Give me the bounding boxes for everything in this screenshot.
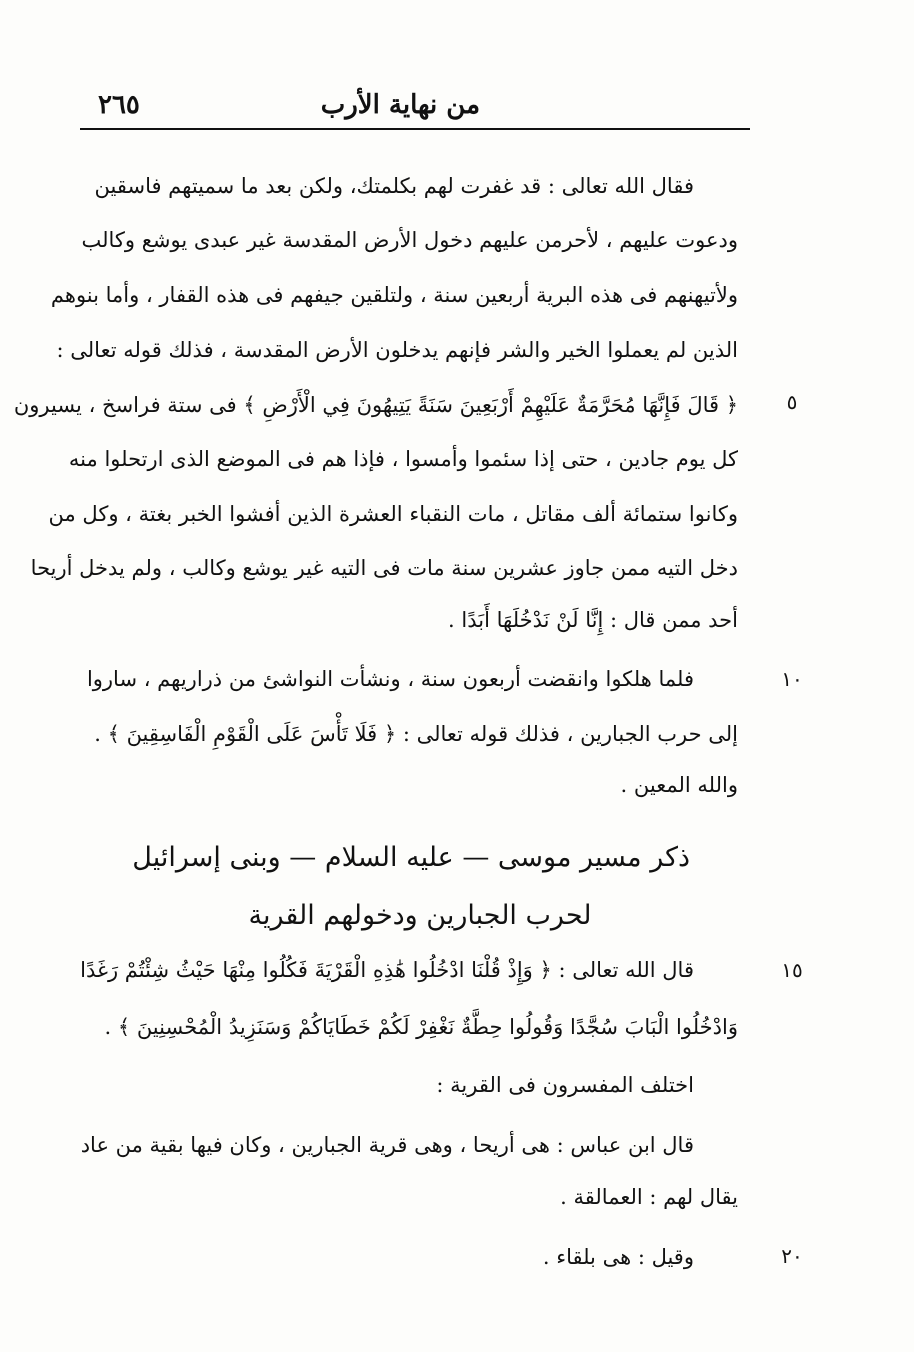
text-line: كل يوم جادين ، حتى إذا سئموا وأمسوا ، فإذا هم فى الموضع الذى ارتحلوا منه — [68, 447, 738, 471]
text-line: فقال الله تعالى : قد غفرت لهم بكلمتك، ولكن بعد ما سميتهم فاسقين — [94, 174, 694, 198]
page-header — [80, 80, 750, 128]
text-line: أحد ممن قال : إِنَّا لَنْ نَدْخُلَهَا أَبَدًا . — [448, 608, 738, 632]
text-line: يقال لهم : العمالقة . — [560, 1185, 738, 1209]
text-line: قال الله تعالى : ﴿ وَإِذْ قُلْنَا ادْخُلُوا هَٰذِهِ الْقَرْيَةَ فَكُلُوا مِنْهَا حَيْثُ شِئْتُمْ رَغَدًا — [80, 958, 694, 982]
text-line: الذين لم يعملوا الخير والشر فإنهم يدخلون الأرض المقدسة ، فذلك قوله تعالى : — [56, 338, 738, 362]
section-heading: لحرب الجبارين ودخولهم القرية — [248, 900, 592, 931]
text-line: اختلف المفسرون فى القرية : — [436, 1073, 694, 1097]
margin-line-number: ٥ — [786, 390, 798, 414]
text-line: إلى حرب الجبارين ، فذلك قوله تعالى : ﴿ فَلَا تَأْسَ عَلَى الْقَوْمِ الْفَاسِقِينَ ﴾ . — [94, 722, 738, 746]
page-number: ٢٦٥ — [98, 90, 140, 120]
text-line: وكانوا ستمائة ألف مقاتل ، مات النقباء العشرة الذين أفشوا الخبر بغتة ، وكل من — [48, 502, 738, 526]
header-rule — [80, 128, 750, 130]
running-title: من نهاية الأرب — [320, 90, 480, 120]
text-line: ودعوت عليهم ، لأحرمن عليهم دخول الأرض المقدسة غير عبدى يوشع وكالب — [81, 228, 738, 252]
margin-line-number: ٢٠ — [781, 1244, 803, 1268]
section-heading: ذكر مسير موسى — عليه السلام — وبنى إسرائيل — [132, 842, 690, 873]
margin-line-number: ١٥ — [781, 958, 803, 982]
text-line: قال ابن عباس : هى أريحا ، وهى قرية الجبارين ، وكان فيها بقية من عاد — [80, 1133, 694, 1157]
text-line: ولأتيهنهم فى هذه البرية أربعين سنة ، ولتلقين جيفهم فى هذه القفار ، وأما بنوهم — [50, 283, 738, 307]
text-line: ﴿ قَالَ فَإِنَّهَا مُحَرَّمَةٌ عَلَيْهِمْ أَرْبَعِينَ سَنَةً يَتِيهُونَ فِي الْأَرْضِ ﴾ فى ستة فراسخ ، يسيرون — [13, 393, 738, 417]
text-line: والله المعين . — [620, 773, 738, 797]
text-line: وقيل : هى بلقاء . — [542, 1245, 694, 1269]
text-line: دخل التيه ممن جاوز عشرين سنة مات فى التيه غير يوشع وكالب ، ولم يدخل أريحا — [30, 556, 738, 580]
margin-line-number: ١٠ — [781, 667, 803, 691]
text-line: وَادْخُلُوا الْبَابَ سُجَّدًا وَقُولُوا حِطَّةٌ نَغْفِرْ لَكُمْ خَطَايَاكُمْ وَسَنَزِيدُ الْمُحْسِنِينَ ﴾ . — [104, 1015, 738, 1039]
text-line: فلما هلكوا وانقضت أربعون سنة ، ونشأت النواشئ من ذراريهم ، ساروا — [86, 667, 694, 691]
